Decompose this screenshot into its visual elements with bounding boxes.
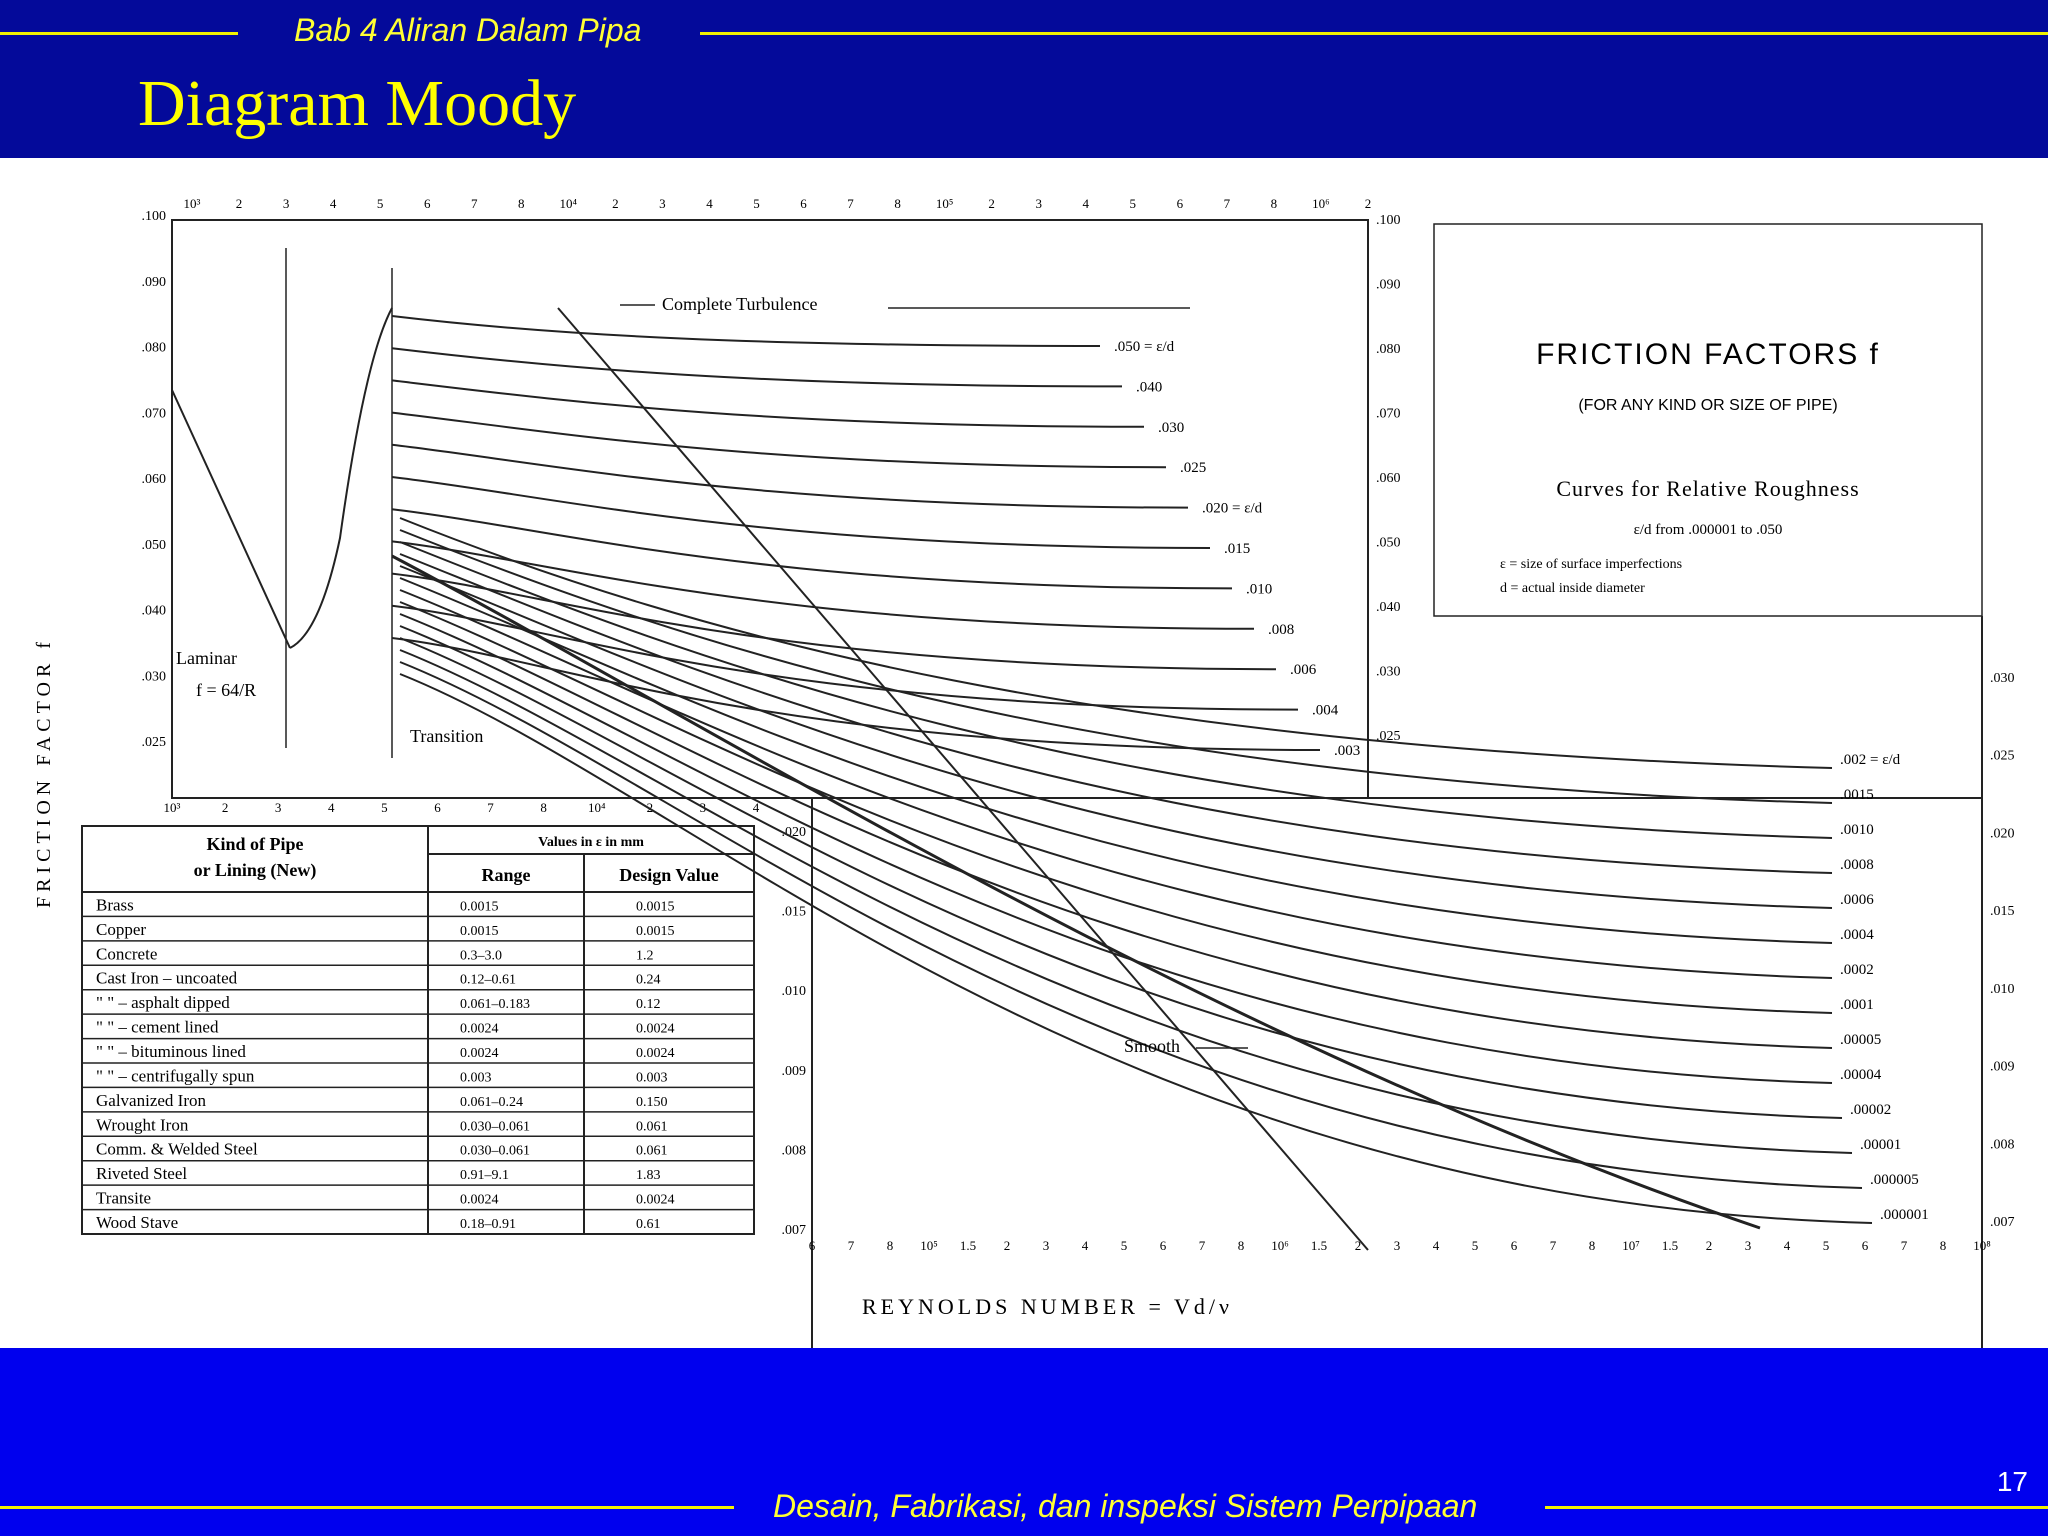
left-y-tick: .050 [141,537,166,553]
roughness-curve-label: .000005 [1870,1172,1919,1188]
legend-range: ε/d from .000001 to .050 [1633,522,1783,538]
legend-curves-title: Curves for Relative Roughness [1556,476,1860,501]
laminar-line [172,390,290,648]
inset-x-tick: 3 [274,800,282,815]
table-cell-design: 0.003 [636,1070,668,1086]
inset-x-tick: 5 [381,800,388,815]
bottom-x-tick: 5 [1822,1238,1830,1253]
lower-y-tick: .015 [781,904,806,920]
lower-y-tick: .007 [781,1223,806,1238]
table-cell-kind: Wood Stave [96,1213,179,1232]
roughness-curve [392,509,1232,588]
bottom-x-tick: 7 [1900,1238,1908,1253]
bottom-x-tick: 1.5 [959,1238,977,1253]
roughness-curve [392,413,1166,468]
top-x-tick: 4 [706,196,713,211]
roughness-curve-label: .00002 [1850,1102,1892,1118]
roughness-curve [400,578,1832,943]
table-header-design: Design Value [619,865,719,885]
left-y-tick: .025 [141,735,166,750]
lower-y-tick: .020 [781,825,806,840]
top-x-tick: 2 [988,196,995,211]
table-cell-range: 0.0015 [460,899,499,915]
mid-y-tick: .025 [1376,729,1401,744]
right-y-tick: .020 [1990,826,2015,842]
mid-y-tick: .100 [1376,213,1401,228]
left-y-tick: .060 [141,472,166,487]
bottom-x-tick: 2 [1003,1238,1011,1253]
inset-x-tick: 10⁴ [587,800,606,815]
top-x-tick: 8 [894,196,901,211]
table-cell-range: 0.030–0.061 [460,1143,530,1159]
roughness-curve-label: .004 [1312,702,1339,719]
table-cell-range: 0.003 [460,1070,492,1086]
laminar-label: Laminar [176,648,237,668]
table-cell-design: 0.061 [636,1119,668,1135]
lower-y-tick: .009 [781,1063,806,1079]
table-header-values: Values in ε in mm [538,835,644,850]
table-cell-range: 0.18–0.91 [460,1217,516,1232]
inset-x-tick: 4 [752,800,760,815]
table-cell-design: 0.150 [636,1094,668,1110]
table-cell-kind: " " – centrifugally spun [96,1066,255,1086]
top-x-tick: 6 [423,196,431,211]
right-y-tick: .030 [1990,671,2015,686]
y-axis-title: FRICTION FACTOR f [33,637,55,908]
table-cell-design: 0.24 [636,972,661,988]
top-x-tick: 3 [282,196,290,211]
bottom-x-tick: 6 [1510,1238,1518,1253]
table-cell-design: 1.83 [636,1168,661,1184]
top-x-tick: 5 [376,196,384,211]
left-y-tick: .070 [141,406,166,422]
bottom-x-tick: 10⁵ [920,1238,938,1253]
chapter-subtitle: Bab 4 Aliran Dalam Pipa [294,12,642,48]
inset-x-tick: 8 [540,800,547,815]
bottom-x-tick: 1.5 [1661,1238,1679,1253]
roughness-curve [400,662,1862,1188]
top-x-tick: 10³ [183,196,201,211]
page-number: 17 [1996,1466,2028,1497]
transition-curve [290,308,392,648]
table-header-kind-1: Kind of Pipe [206,834,304,854]
left-y-tick: .040 [141,603,166,619]
transition-label: Transition [410,726,484,746]
legend-subtitle: (FOR ANY KIND OR SIZE OF PIPE) [1578,397,1838,414]
left-y-tick: .100 [141,209,166,224]
bottom-x-tick: 5 [1120,1238,1128,1253]
table-cell-design: 0.0015 [636,923,675,939]
top-x-tick: 5 [1129,196,1137,211]
roughness-curve [392,380,1144,426]
left-y-tick: .080 [141,340,166,356]
roughness-curve-label: .0001 [1840,997,1874,1013]
top-x-tick: 3 [1035,196,1042,211]
x-axis-title: REYNOLDS NUMBER = Vd/ν [862,1294,1233,1319]
bottom-x-tick: 3 [1393,1238,1401,1253]
table-cell-range: 0.3–3.0 [460,948,502,964]
inset-x-tick: 2 [646,800,654,815]
bottom-x-tick: 5 [1471,1238,1479,1253]
roughness-curve-label: .00005 [1840,1032,1882,1048]
roughness-curve-label: .000001 [1880,1207,1929,1223]
bottom-x-tick: 10⁶ [1271,1238,1289,1253]
top-x-tick: 4 [1082,196,1090,211]
table-cell-kind: " " – cement lined [96,1017,219,1037]
top-x-tick: 8 [518,196,525,211]
bottom-x-tick: 3 [1042,1238,1050,1253]
right-y-tick: .010 [1990,981,2015,997]
roughness-curve-label: .0004 [1840,927,1874,943]
mid-y-tick: .030 [1376,664,1401,680]
table-cell-design: 0.0024 [636,1192,675,1208]
top-x-tick: 10⁵ [935,196,954,211]
table-header-range: Range [481,865,531,885]
top-x-tick: 10⁴ [559,196,578,211]
roughness-curve [400,566,1832,908]
top-x-tick: 7 [847,196,854,211]
bottom-x-tick: 8 [1939,1238,1947,1253]
inset-x-tick: 3 [699,800,707,815]
roughness-curve [400,650,1852,1153]
roughness-curve-label: .003 [1334,743,1361,759]
legend-d-definition: d = actual inside diameter [1500,581,1645,596]
roughness-curve [392,477,1210,548]
roughness-curve-label: .00001 [1860,1137,1902,1153]
top-x-tick: 2 [1364,196,1372,211]
slide-header [0,0,2048,158]
table-cell-kind: Transite [96,1188,152,1208]
inset-x-tick: 6 [434,800,441,815]
table-cell-kind: " " – asphalt dipped [96,993,230,1013]
bottom-x-tick: 7 [847,1238,855,1253]
lower-y-tick: .008 [781,1143,806,1159]
bottom-x-tick: 1.5 [1310,1238,1328,1253]
bottom-x-tick: 2 [1354,1238,1362,1253]
bottom-x-tick: 8 [1237,1238,1245,1253]
legend-title: FRICTION FACTORS f [1536,338,1880,371]
footer-rule-right [1545,1506,2048,1509]
table-cell-design: 0.061 [636,1143,668,1159]
roughness-curve-label: .008 [1268,621,1295,638]
bottom-x-tick: 8 [1588,1238,1596,1253]
roughness-curve-label: .050 = ε/d [1114,339,1175,355]
bottom-x-tick: 6 [1159,1238,1167,1253]
bottom-x-tick: 10⁷ [1622,1238,1640,1253]
roughness-curve-label: .00004 [1840,1067,1882,1083]
top-x-tick: 2 [235,196,243,211]
inset-x-tick: 2 [221,800,229,815]
mid-y-tick: .040 [1376,600,1401,615]
lower-y-tick: .010 [781,984,806,1000]
table-cell-kind: Riveted Steel [96,1164,188,1184]
table-cell-range: 0.030–0.061 [460,1119,530,1135]
roughness-curve-label: .0015 [1840,787,1874,803]
footer-text: Desain, Fabrikasi, dan inspeksi Sistem Perpipaan [773,1488,1478,1524]
mid-y-tick: .090 [1376,277,1401,293]
table-cell-kind: Wrought Iron [96,1115,189,1135]
slide-title: Diagram Moody [138,67,577,140]
bottom-x-tick: 10⁸ [1973,1238,1991,1253]
table-cell-kind: " " – bituminous lined [96,1042,246,1061]
mid-y-tick: .080 [1376,342,1401,357]
table-cell-design: 0.0024 [636,1046,675,1061]
roughness-curve-label: .0008 [1840,857,1874,873]
roughness-curve-label: .030 [1158,419,1185,436]
roughness-curve-label: .020 = ε/d [1202,500,1263,517]
bottom-x-tick: 7 [1549,1238,1557,1253]
table-cell-kind: Galvanized Iron [96,1090,206,1110]
smooth-label: Smooth [1124,1036,1181,1056]
roughness-curve-label: .040 [1136,379,1163,396]
roughness-curve-label: .006 [1290,662,1317,679]
bottom-x-tick: 6 [808,1238,816,1253]
roughness-curve-label: .0002 [1840,962,1874,978]
roughness-curve [400,674,1872,1223]
moody-diagram [0,158,2048,1348]
bottom-x-tick: 4 [1783,1238,1791,1253]
inset-x-tick: 7 [487,800,494,815]
roughness-curve-label: .0006 [1840,892,1874,908]
table-cell-kind: Concrete [96,944,158,964]
top-x-tick: 4 [329,196,337,211]
roughness-curve [392,445,1188,508]
table-cell-range: 0.061–0.183 [460,997,530,1013]
roughness-curve-label: .025 [1180,460,1207,477]
inset-x-tick: 10³ [163,800,181,815]
top-x-tick: 5 [753,196,760,211]
roughness-curve [400,518,1832,768]
header-rule-right [700,32,2048,35]
right-y-tick: .008 [1990,1137,2015,1153]
table-cell-design: 1.2 [636,948,654,964]
bottom-x-tick: 7 [1198,1238,1206,1253]
table-cell-kind: Brass [96,895,134,915]
right-y-tick: .025 [1990,748,2015,764]
right-y-tick: .009 [1990,1059,2015,1075]
legend-epsilon-definition: ε = size of surface imperfections [1500,557,1683,572]
table-cell-range: 0.12–0.61 [460,972,516,988]
left-y-tick: .090 [141,274,166,290]
table-cell-range: 0.0024 [460,1021,499,1037]
bottom-x-tick: 8 [886,1238,894,1253]
roughness-curve-label: .002 = ε/d [1840,752,1901,768]
table-cell-design: 0.12 [636,997,661,1013]
table-cell-range: 0.061–0.24 [460,1094,523,1110]
footer-rule-left [0,1506,734,1509]
complete-turbulence-label: Complete Turbulence [662,294,818,314]
roughness-curve [392,348,1122,386]
table-cell-design: 0.0015 [636,899,675,915]
right-y-tick: .007 [1990,1215,2015,1230]
roughness-curve [392,316,1100,346]
top-x-tick: 6 [800,196,807,211]
table-cell-design: 0.61 [636,1217,661,1232]
table-header-kind-2: or Lining (New) [193,860,317,880]
table-cell-range: 0.91–9.1 [460,1168,509,1184]
top-x-tick: 7 [470,196,478,211]
left-y-tick: .030 [141,669,166,685]
table-cell-range: 0.0015 [460,923,499,939]
header-rule-left [0,32,238,35]
mid-y-tick: .070 [1376,406,1401,422]
table-cell-kind: Comm. & Welded Steel [96,1139,258,1159]
table-cell-range: 0.0024 [460,1046,499,1061]
inset-x-tick: 4 [328,800,335,815]
mid-y-tick: .060 [1376,471,1401,486]
right-y-tick: .015 [1990,904,2015,920]
mid-y-tick: .050 [1376,535,1401,551]
roughness-curve-label: .0010 [1840,822,1874,838]
top-x-tick: 7 [1223,196,1231,211]
bottom-x-tick: 2 [1705,1238,1713,1253]
table-cell-kind: Cast Iron – uncoated [96,968,238,988]
top-x-tick: 6 [1176,196,1184,211]
top-x-tick: 2 [612,196,619,211]
bottom-x-tick: 3 [1744,1238,1752,1253]
top-x-tick: 3 [659,196,666,211]
top-x-tick: 10⁶ [1312,196,1330,211]
table-cell-design: 0.0024 [636,1021,675,1037]
table-cell-range: 0.0024 [460,1192,499,1208]
bottom-x-tick: 4 [1432,1238,1440,1253]
bottom-x-tick: 4 [1081,1238,1089,1253]
top-x-tick: 8 [1270,196,1278,211]
table-cell-kind: Copper [96,919,147,939]
laminar-formula: f = 64/R [196,680,257,700]
roughness-curve-label: .015 [1224,541,1251,557]
bottom-x-tick: 6 [1861,1238,1869,1253]
roughness-curve-label: .010 [1246,581,1273,598]
